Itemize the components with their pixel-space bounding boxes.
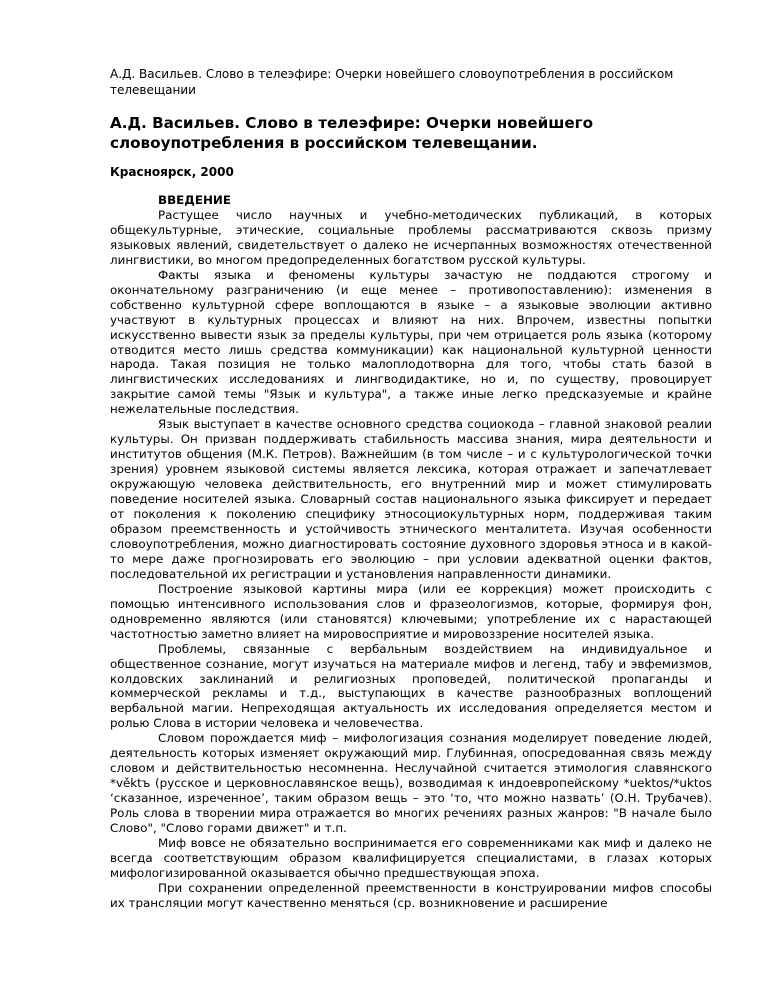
- paragraph: Миф вовсе не обязательно воспринимается его современниками как миф и далеко не всегда соответствующим образом квалифицируется специалистами, в глазах которых мифологизированной оказывается обычно предшествующая эпоха.: [110, 835, 712, 880]
- paragraph: Растущее число научных и учебно-методических публикаций, в которых общекультурные, этические, социальные проблемы рассматриваются сквозь призму языковых явлений, свидетельствует о далеко не исчерпанных возможностях отечественной лингвистики, во многом предопределенных богатством русской культуры.: [110, 207, 712, 267]
- paragraph: Словом порождается миф – мифологизация сознания моделирует поведение людей, деятельность которых изменяет окружающий мир. Глубинная, опосредованная связь между словом и действительностью несомненна. Неслучайной считается этимология славянского *věktъ (русское и церковнославянское вещь), возводимая к индоевропейскому *uektos/*uktos ‘сказанное, изреченное’, таким образом вещь – это ‘то, что можно назвать’ (О.Н. Трубачев). Роль слова в творении мира отражается во многих речениях разных жанров: "В начале было Слово", "Слово горами движет" и т.п.: [110, 731, 712, 836]
- paragraph: Факты языка и феномены культуры зачастую не поддаются строгому и окончательному разграничению (и еще менее – противопоставлению): изменения в собственно культурной сфере воплощаются в языке – а языковые эволюции активно участвуют в культурных процессах и влияют на них. Впрочем, известны попытки искусственно вывести язык за пределы культуры, при чем отрицается роль языка (которому отводится место лишь средства коммуникации) как национальной культурной ценности народа. Такая позиция не только малоплодотворна для того, чтобы стать базой в лингвистических исследованиях и лингводидактике, но и, по существу, провоцирует закрытие самой темы "Язык и культура", а также иные легко предсказуемые и крайне нежелательные последствия.: [110, 267, 712, 417]
- paragraph: Построение языковой картины мира (или ее коррекция) может происходить с помощью интенсивного использования слов и фразеологизмов, которые, формируя фон, одновременно являются (или становятся) ключевыми; употребление их с нарастающей частотностью заметно влияет на мировосприятие и мировоззрение носителей языка.: [110, 581, 712, 641]
- paragraph: Проблемы, связанные с вербальным воздействием на индивидуальное и общественное сознание, могут изучаться на материале мифов и легенд, табу и эвфемизмов, колдовских заклинаний и религиозных проповедей, политической пропаганды и коммерческой рекламы и т.д., выступающих в качестве разнообразных воплощений вербальной магии. Непреходящая актуальность их исследования определяется местом и ролью Слова в истории человека и человечества.: [110, 641, 712, 731]
- paragraph: При сохранении определенной преемственности в конструировании мифов способы их трансляции могут качественно меняться (ср. возникновение и расширение: [110, 880, 712, 910]
- running-header: А.Д. Васильев. Слово в телеэфире: Очерки новейшего словоупотребления в российском телевещании: [110, 67, 674, 97]
- document-body: [110, 193, 712, 911]
- document-title: А.Д. Васильев. Слово в телеэфире: Очерки новейшего словоупотребления в российском телевещании.: [110, 114, 594, 152]
- paragraph: Язык выступает в качестве основного средства социокода – главной знаковой реалии культуры. Он призван поддерживать стабильность массива знания, мира деятельности и институтов общения (М.К. Петров). Важнейшим (в том числе – и с культурологической точки зрения) уровнем языковой системы является лексика, которая отражает и запечатлевает окружающую человека действительность, его внутренний мир и может стимулировать поведение носителей языка. Словарный состав национального языка фиксирует и передает от поколения к поколению специфику этносоциокультурных норм, поддерживая таким образом преемственность и устойчивость этнического менталитета. Изучая особенности словоупотребления, можно диагностировать состояние духовного здоровья этноса и в какой-то мере даже прогнозировать его эволюцию – при условии адекватной оценки фактов, последовательной их регистрации и установления направленности динамики.: [110, 417, 712, 581]
- section-heading: ВВЕДЕНИЕ: [158, 193, 231, 207]
- place-year: Красноярск, 2000: [110, 165, 234, 179]
